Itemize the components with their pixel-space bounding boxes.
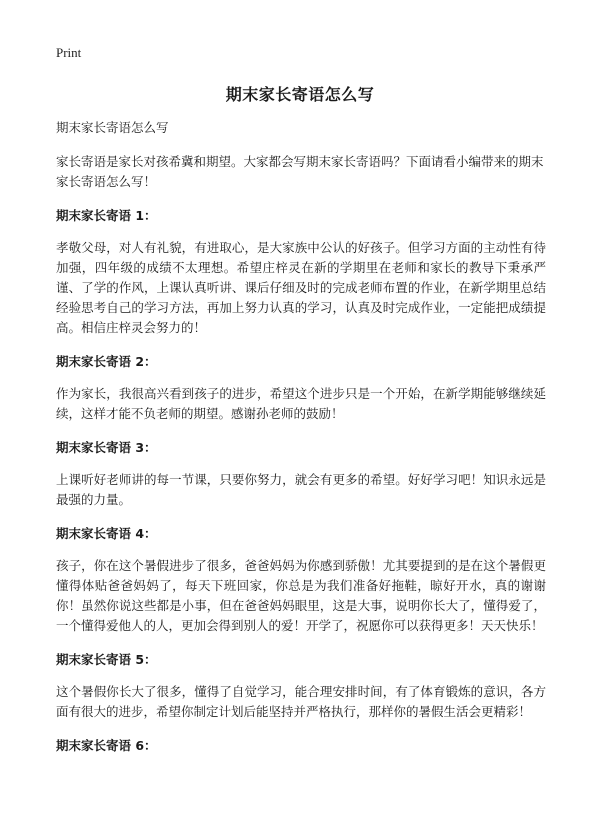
section-heading-1: 期末家长寄语 1：: [56, 208, 157, 223]
section-heading-5: 期末家长寄语 5：: [56, 652, 157, 667]
section-body-5: 这个暑假你长大了很多，懂得了自觉学习，能合理安排时间，有了体育锻炼的意识，各方面有很大的进步，希望你制定计划后能坚持并严格执行，那样你的暑假生活会更精彩！: [56, 684, 546, 719]
section-body-2: 作为家长，我很高兴看到孩子的进步，希望这个进步只是一个开始，在新学期能够继续延续，这样才能不负老师的期望。感谢孙老师的鼓励！: [56, 386, 546, 421]
intro-paragraph: 家长寄语是家长对孩希冀和期望。大家都会写期末家长寄语吗？下面请看小编带来的期末家长寄语怎么写！: [56, 154, 544, 189]
section-body-1: 孝敬父母，对人有礼貌，有进取心，是大家族中公认的好孩子。但学习方面的主动性有待加强，四年级的成绩不太理想。希望庄梓灵在新的学期里在老师和家长的教导下秉承严谨、了学的作风，上课认真听讲、课后仔细及时的完成老师布置的作业，在新学期里总结经验思考自己的学习方法，再加上努力认真的学习，认真及时完成作业，一定能把成绩提高。相信庄梓灵会努力的！: [56, 240, 546, 335]
section-body-3: 上课听好老师讲的每一节课，只要你努力，就会有更多的希望。好好学习吧！知识永远是最强的力量。: [56, 472, 546, 507]
section-heading-6: 期末家长寄语 6：: [56, 738, 157, 753]
subtitle: 期末家长寄语怎么写: [56, 120, 169, 135]
document-content: [56, 118, 546, 768]
section-heading-3: 期末家长寄语 3：: [56, 440, 157, 455]
section-body-4: 孩子，你在这个暑假进步了很多，爸爸妈妈为你感到骄傲！尤其要提到的是在这个暑假更懂得体贴爸爸妈妈了，每天下班回家，你总是为我们准备好拖鞋，晾好开水，真的谢谢你！虽然你说这些都是小事，但在爸爸妈妈眼里，这是大事，说明你长大了，懂得爱了，一个懂得爱他人的人，更加会得到别人的爱！开学了，祝愿你可以获得更多！天天快乐！: [56, 558, 546, 633]
page-title: 期末家长寄语怎么写: [225, 85, 375, 104]
section-heading-4: 期末家长寄语 4：: [56, 526, 157, 541]
section-heading-2: 期末家长寄语 2：: [56, 354, 157, 369]
print-link[interactable]: Print: [56, 45, 82, 60]
